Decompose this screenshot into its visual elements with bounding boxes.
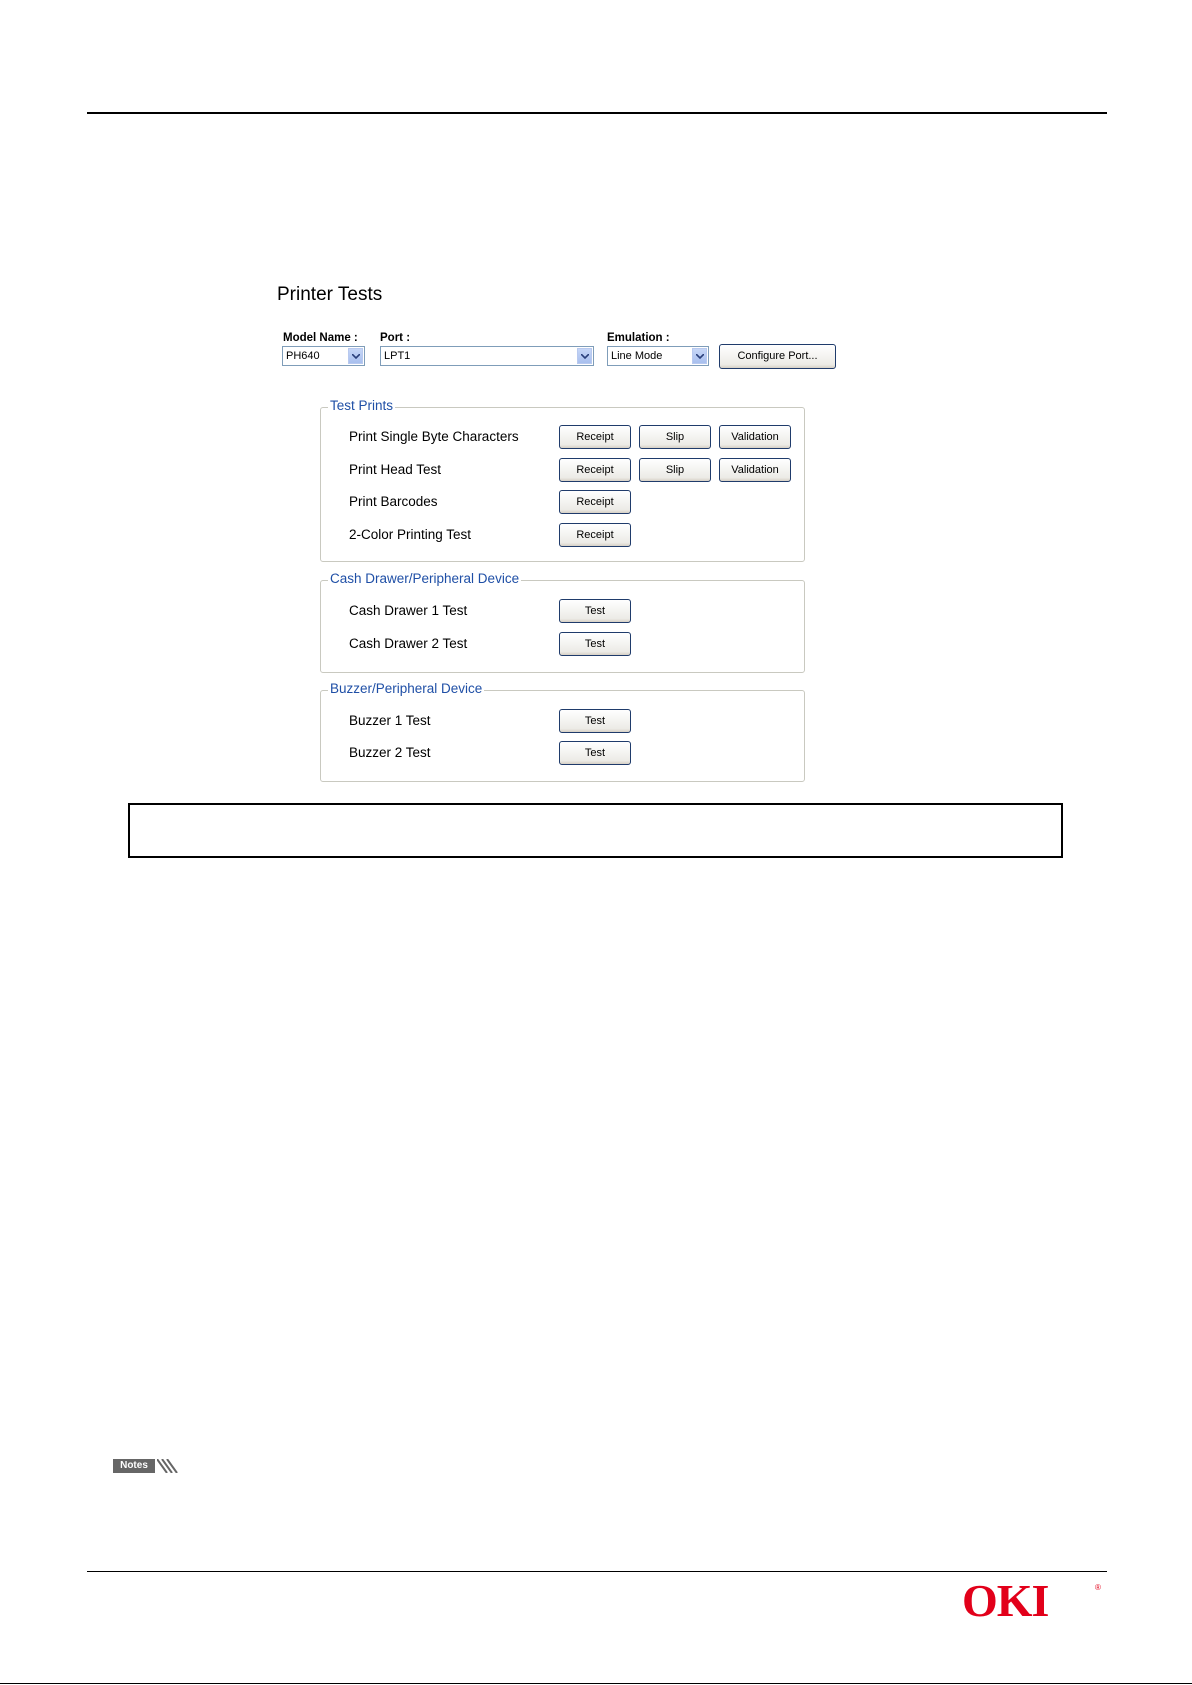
port-label: Port : — [380, 332, 411, 344]
single-byte-slip-button[interactable]: Slip — [639, 425, 711, 449]
print-barcodes-label: Print Barcodes — [349, 494, 438, 509]
cash-drawer-1-label: Cash Drawer 1 Test — [349, 603, 468, 618]
print-head-test-label: Print Head Test — [349, 462, 442, 477]
buzzer-group — [320, 681, 805, 782]
svg-text:®: ® — [1095, 1583, 1101, 1592]
model-name-label: Model Name : — [283, 332, 358, 344]
model-name-select[interactable] — [282, 346, 365, 366]
head-test-receipt-button[interactable]: Receipt — [559, 458, 631, 482]
empty-message-box — [128, 803, 1063, 858]
page-title: Printer Tests — [277, 284, 383, 305]
test-prints-title: Test Prints — [330, 398, 394, 413]
head-test-validation-button[interactable]: Validation — [719, 458, 791, 482]
svg-text:OKI: OKI — [962, 1580, 1049, 1620]
two-color-receipt-button[interactable]: Receipt — [559, 523, 631, 547]
chevron-down-icon[interactable] — [577, 348, 592, 364]
two-color-test-label: 2-Color Printing Test — [349, 527, 472, 542]
emulation-label: Emulation : — [607, 332, 670, 344]
single-byte-validation-button[interactable]: Validation — [719, 425, 791, 449]
port-select[interactable] — [380, 346, 594, 366]
chevron-down-icon[interactable] — [348, 348, 363, 364]
page-bottom-rule — [0, 1683, 1192, 1684]
cash-drawer-2-label: Cash Drawer 2 Test — [349, 636, 468, 651]
cash-drawer-title: Cash Drawer/Peripheral Device — [330, 571, 520, 586]
cash-drawer-2-test-button[interactable]: Test — [559, 632, 631, 656]
buzzer-title: Buzzer/Peripheral Device — [330, 681, 483, 696]
model-name-value: PH640 — [286, 350, 320, 362]
test-prints-group — [320, 398, 805, 562]
port-value: LPT1 — [384, 350, 411, 362]
cash-drawer-group — [320, 571, 805, 673]
buzzer-1-test-button[interactable]: Test — [559, 709, 631, 733]
emulation-value: Line Mode — [611, 350, 663, 362]
buzzer-2-label: Buzzer 2 Test — [349, 745, 431, 760]
header-rule — [87, 112, 1107, 114]
single-byte-receipt-button[interactable]: Receipt — [559, 425, 631, 449]
oki-logo — [962, 1580, 1102, 1620]
barcodes-receipt-button[interactable]: Receipt — [559, 490, 631, 514]
emulation-select[interactable] — [607, 346, 709, 366]
buzzer-2-test-button[interactable]: Test — [559, 741, 631, 765]
head-test-slip-button[interactable]: Slip — [639, 458, 711, 482]
notes-tag — [113, 1459, 179, 1473]
buzzer-1-label: Buzzer 1 Test — [349, 713, 431, 728]
hatch-icon — [157, 1459, 179, 1473]
chevron-down-icon[interactable] — [692, 348, 707, 364]
footer-rule — [87, 1571, 1107, 1572]
notes-label: Notes — [113, 1459, 155, 1473]
configure-port-button[interactable]: Configure Port... — [719, 344, 836, 369]
cash-drawer-1-test-button[interactable]: Test — [559, 599, 631, 623]
print-single-byte-label: Print Single Byte Characters — [349, 429, 519, 444]
